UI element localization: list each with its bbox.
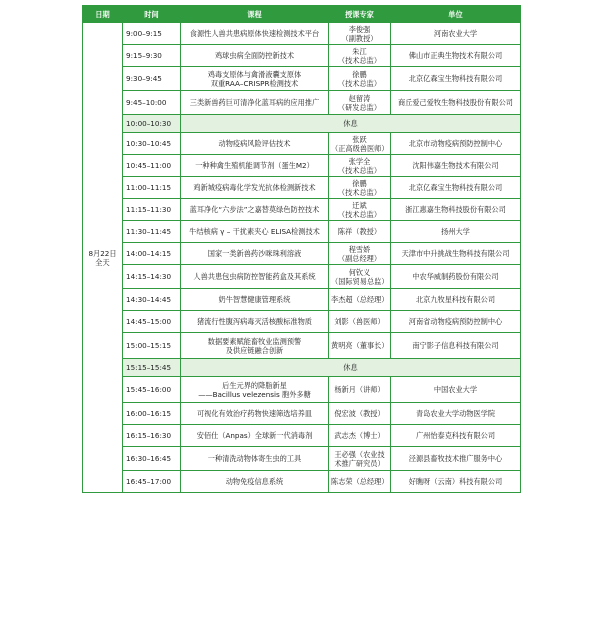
session-expert xyxy=(329,377,391,403)
session-unit: 好瞧呀（云南）科技有限公司 xyxy=(391,471,521,493)
session-course xyxy=(181,177,329,199)
expert-line: 赵留涛 xyxy=(348,93,371,103)
session-expert xyxy=(329,155,391,177)
session-expert xyxy=(329,447,391,471)
session-course xyxy=(181,67,329,91)
session-expert xyxy=(329,403,391,425)
session-time: 10:45–11:00 xyxy=(123,155,181,177)
course-line: ——Bacillus velezensis 胞外多糖 xyxy=(198,389,311,399)
session-course xyxy=(181,311,329,333)
break-label: 休息 xyxy=(181,115,521,133)
session-time: 9:00–9:15 xyxy=(123,23,181,45)
session-expert xyxy=(329,333,391,359)
session-time: 9:45–10:00 xyxy=(123,91,181,115)
expert-line: 李俊强 xyxy=(348,24,371,34)
session-row xyxy=(83,243,521,265)
expert-line: 刘影（兽医师） xyxy=(334,317,385,326)
session-course xyxy=(181,221,329,243)
session-course xyxy=(181,265,329,289)
session-course xyxy=(181,377,329,403)
session-time: 11:00–11:15 xyxy=(123,177,181,199)
course-line: 牛结核病 γ – 干扰素夹心 ELISA检测技术 xyxy=(189,227,320,236)
course-line: 一种清洗动物体寄生虫的工具 xyxy=(207,454,302,463)
schedule-body xyxy=(83,23,521,493)
session-time: 15:00–15:15 xyxy=(123,333,181,359)
course-line: 后生元界的降脂新星 xyxy=(222,380,287,390)
session-unit: 泾源县畜牧技术推广服务中心 xyxy=(391,447,521,471)
course-line: 猪流行性腹泻病毒灭活核酸标准物质 xyxy=(196,317,312,326)
course-line: 双重RAA–CRISPR检测技术 xyxy=(210,78,299,88)
course-line: 三类新兽药巨可清净化蓝耳病的应用推广 xyxy=(189,98,320,107)
session-course xyxy=(181,91,329,115)
session-expert xyxy=(329,311,391,333)
expert-line: 陈祥（教授） xyxy=(337,227,382,236)
expert-line: 李杰超（总经理） xyxy=(331,295,389,304)
session-row xyxy=(83,403,521,425)
expert-line: （研发总监） xyxy=(337,102,382,112)
session-row xyxy=(83,425,521,447)
session-course xyxy=(181,45,329,67)
session-expert xyxy=(329,133,391,155)
session-time: 15:15–15:45 xyxy=(123,359,181,377)
session-course xyxy=(181,333,329,359)
header-time: 时间 xyxy=(123,6,181,23)
break-label: 休息 xyxy=(181,359,521,377)
session-row xyxy=(83,471,521,493)
session-unit: 北京亿森宝生物科技有限公司 xyxy=(391,67,521,91)
expert-line: 徐鹏 xyxy=(352,178,367,188)
session-row xyxy=(83,67,521,91)
session-row xyxy=(83,199,521,221)
session-expert xyxy=(329,243,391,265)
session-time: 11:30–11:45 xyxy=(123,221,181,243)
session-expert xyxy=(329,199,391,221)
session-unit: 扬州大学 xyxy=(391,221,521,243)
session-time: 16:00–16:15 xyxy=(123,403,181,425)
expert-line: 徐鹏 xyxy=(352,69,367,79)
expert-line: 王必强（农业技 xyxy=(334,449,385,459)
session-time: 14:00–14:15 xyxy=(123,243,181,265)
session-time: 16:15–16:30 xyxy=(123,425,181,447)
session-row xyxy=(83,265,521,289)
session-unit: 南宁影子信息科技有限公司 xyxy=(391,333,521,359)
expert-line: （技术总监） xyxy=(337,187,382,197)
session-row xyxy=(83,377,521,403)
date-label: 8月22日 xyxy=(88,248,117,258)
session-unit: 北京九牧星科技有限公司 xyxy=(391,289,521,311)
session-course xyxy=(181,289,329,311)
session-row xyxy=(83,155,521,177)
session-expert xyxy=(329,45,391,67)
expert-line: （正高级兽医师） xyxy=(331,143,389,153)
expert-line: 武志杰（博士） xyxy=(334,431,385,440)
session-row xyxy=(83,45,521,67)
session-unit: 商丘爱己爱牧生物科技股份有限公司 xyxy=(391,91,521,115)
session-course xyxy=(181,403,329,425)
session-unit: 中国农业大学 xyxy=(391,377,521,403)
header-row xyxy=(83,6,521,23)
session-expert xyxy=(329,23,391,45)
expert-line: 杨新月（讲师） xyxy=(334,385,385,394)
session-expert xyxy=(329,471,391,493)
expert-line: （技术总监） xyxy=(337,165,382,175)
course-line: 数据要素赋能畜牧业监测预警 xyxy=(207,336,302,346)
session-row xyxy=(83,221,521,243)
session-expert xyxy=(329,177,391,199)
session-expert xyxy=(329,221,391,243)
session-row xyxy=(83,23,521,45)
session-row xyxy=(83,177,521,199)
expert-line: 张跃 xyxy=(352,134,367,144)
course-line: 人兽共患包虫病防控智能药盒及其系统 xyxy=(193,272,316,281)
session-course xyxy=(181,133,329,155)
header-date: 日期 xyxy=(83,6,123,23)
session-unit: 北京亿森宝生物科技有限公司 xyxy=(391,177,521,199)
session-row xyxy=(83,447,521,471)
header-unit: 单位 xyxy=(391,6,521,23)
course-line: 鸡新城疫病毒化学发光抗体检测新技术 xyxy=(193,183,316,192)
session-course xyxy=(181,471,329,493)
expert-line: （副总经理） xyxy=(337,253,382,263)
schedule-table xyxy=(82,5,521,493)
break-row xyxy=(83,115,521,133)
session-time: 10:00–10:30 xyxy=(123,115,181,133)
course-line: 蓝耳净化“六步法”之嘉替莫绿色防控技术 xyxy=(189,205,320,214)
session-unit: 河南省动物疫病预防控制中心 xyxy=(391,311,521,333)
session-row xyxy=(83,333,521,359)
session-row xyxy=(83,91,521,115)
course-line: 一种种禽生殖机能调节剂（蛋生M2） xyxy=(195,161,314,170)
session-expert xyxy=(329,91,391,115)
session-unit: 广州怡泰克科技有限公司 xyxy=(391,425,521,447)
session-unit: 北京市动物疫病预防控制中心 xyxy=(391,133,521,155)
course-line: 鸡球虫病全面防控新技术 xyxy=(214,51,295,60)
expert-line: 迁斌 xyxy=(352,200,367,210)
session-time: 16:30–16:45 xyxy=(123,447,181,471)
expert-line: （技术总监） xyxy=(337,209,382,219)
session-time: 9:15–9:30 xyxy=(123,45,181,67)
course-line: 安佰仕（Anpas）全球新一代消毒剂 xyxy=(196,431,313,440)
course-line: 及供应链融合创新 xyxy=(225,345,284,355)
session-expert xyxy=(329,265,391,289)
course-line: 国家一类新兽药沙咪珠利溶液 xyxy=(207,249,302,258)
session-row xyxy=(83,133,521,155)
session-course xyxy=(181,243,329,265)
session-time: 16:45–17:00 xyxy=(123,471,181,493)
session-course xyxy=(181,425,329,447)
header-expert: 授课专家 xyxy=(329,6,391,23)
session-expert xyxy=(329,425,391,447)
session-unit: 青岛农业大学动物医学院 xyxy=(391,403,521,425)
expert-line: 程雪娇 xyxy=(348,244,371,254)
course-line: 动物疫病风险评估技术 xyxy=(218,139,291,148)
date-cell xyxy=(83,23,123,493)
session-row xyxy=(83,289,521,311)
course-line: 奶牛智慧健康管理系统 xyxy=(218,295,291,304)
header-course: 课程 xyxy=(181,6,329,23)
session-expert xyxy=(329,67,391,91)
expert-line: （国际贸易总监） xyxy=(331,276,389,286)
session-row xyxy=(83,311,521,333)
expert-line: （技术总监） xyxy=(337,55,382,65)
expert-line: 术推广研究员） xyxy=(334,458,385,468)
session-unit: 河南农业大学 xyxy=(391,23,521,45)
schedule-table-wrapper xyxy=(82,5,520,493)
session-time: 14:15–14:30 xyxy=(123,265,181,289)
session-course xyxy=(181,199,329,221)
expert-line: 张学全 xyxy=(348,156,371,166)
course-line: 动物免疫信息系统 xyxy=(225,477,284,486)
session-time: 9:30–9:45 xyxy=(123,67,181,91)
session-time: 15:45–16:00 xyxy=(123,377,181,403)
session-course xyxy=(181,155,329,177)
break-row xyxy=(83,359,521,377)
date-period: 全天 xyxy=(95,257,110,267)
expert-line: （副教授） xyxy=(341,33,378,43)
session-expert xyxy=(329,289,391,311)
course-line: 食源性人兽共患病原体快速检测技术平台 xyxy=(189,29,320,38)
expert-line: 倪宏波（教授） xyxy=(334,409,385,418)
session-unit: 沈阳伟嘉生物技术有限公司 xyxy=(391,155,521,177)
expert-line: 黄明亮（董事长） xyxy=(331,341,389,350)
session-unit: 天津市中升挑战生物科技有限公司 xyxy=(391,243,521,265)
expert-line: （技术总监） xyxy=(337,78,382,88)
session-unit: 中农华威制药股份有限公司 xyxy=(391,265,521,289)
expert-line: 朱江 xyxy=(352,46,367,56)
session-time: 10:30–10:45 xyxy=(123,133,181,155)
course-line: 鸡毒支原体与禽滑液囊支原体 xyxy=(207,69,302,79)
expert-line: 何钦义 xyxy=(348,267,371,277)
session-time: 14:45–15:00 xyxy=(123,311,181,333)
course-line: 可视化有效治疗药物快速筛选培养皿 xyxy=(196,409,312,418)
session-course xyxy=(181,447,329,471)
expert-line: 陈志荣（总经理） xyxy=(331,477,389,486)
session-unit: 佛山市正典生物技术有限公司 xyxy=(391,45,521,67)
session-time: 14:30–14:45 xyxy=(123,289,181,311)
session-time: 11:15–11:30 xyxy=(123,199,181,221)
session-unit: 浙江惠嘉生物科技股份有限公司 xyxy=(391,199,521,221)
session-course xyxy=(181,23,329,45)
